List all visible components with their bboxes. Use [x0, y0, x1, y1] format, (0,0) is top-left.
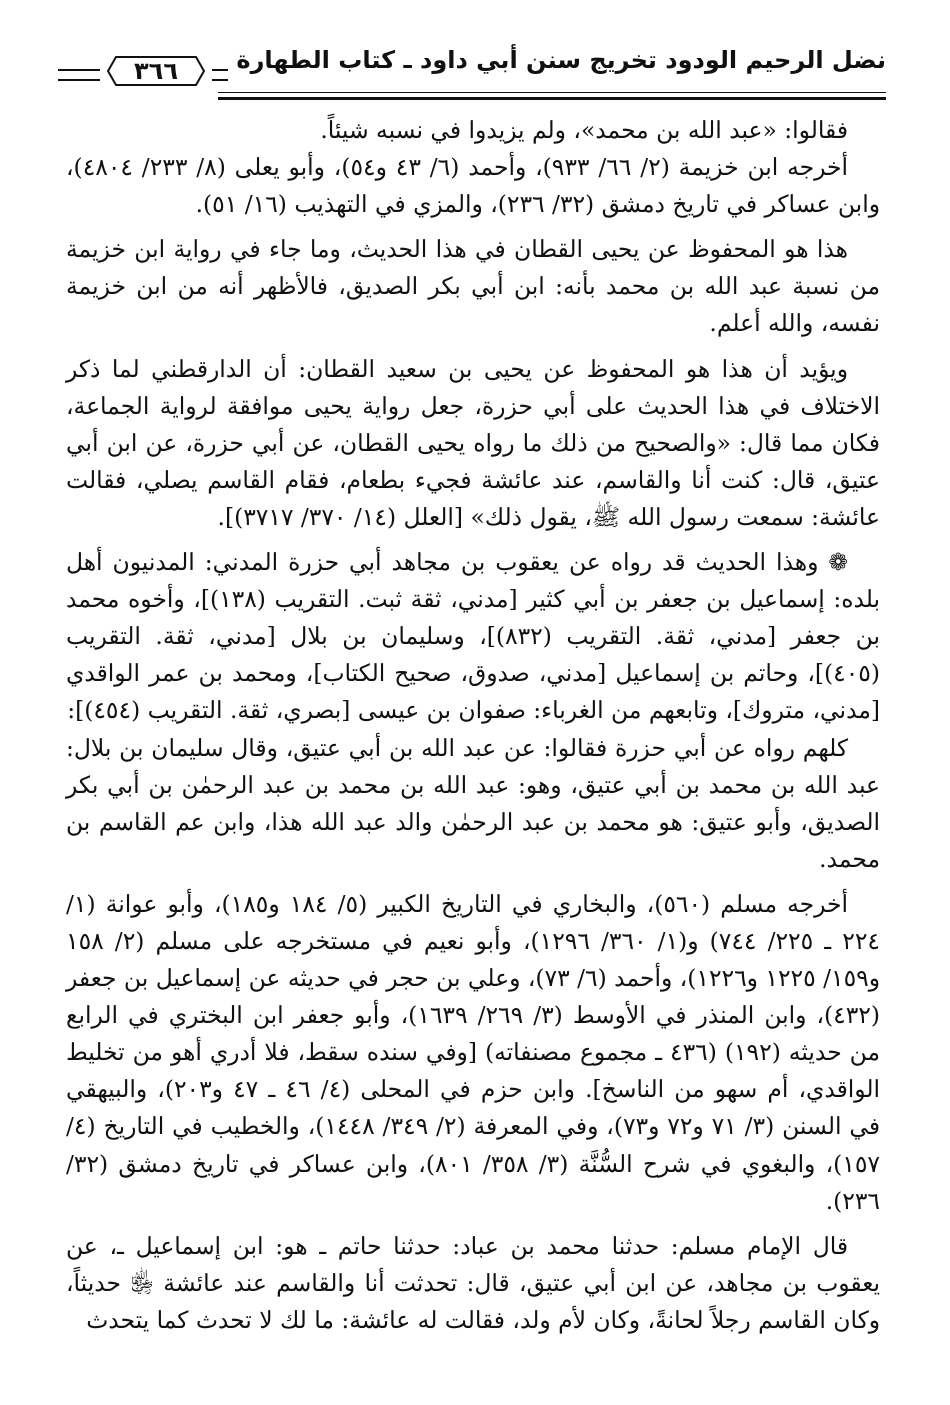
header-title: نضل الرحيم الودود تخريج سنن أبي داود ـ كتاب الطهارة — [236, 46, 886, 74]
paragraph: ويؤيد أن هذا هو المحفوظ عن يحيى بن سعيد القطان: أن الدارقطني لما ذكر الاختلاف في هذا الحديث على أبي حزرة، جعل رواية يحيى موافقة لرواية الجماعة، فكان مما قال: «والصحيح من ذلك ما رواه يحيى القطان، عن أبي حزرة، عن ابن أبي عتيق، قال: كنت أنا والقاسم، عند عائشة فجيء بطعام، فقام القاسم يصلي، فقالت عائشة: سمعت رسول الله ﷺ، يقول ذلك» [العلل (١٤/ ٣٧٠/ ٣٧١٧)]. — [66, 354, 880, 531]
body-text — [66, 112, 880, 1347]
paragraph: فقالوا: «عبد الله بن محمد»، ولم يزيدوا في نسبه شيئاً. — [320, 116, 848, 144]
paragraph: كلهم رواه عن أبي حزرة فقالوا: عن عبد الله بن أبي عتيق، وقال سليمان بن بلال: عبد الله بن محمد بن أبي عتيق، وهو: عبد الله بن محمد بن عبد الرحمٰن بن أبي بكر الصديق، وأبو عتيق: هو محمد بن عبد الرحمٰن والد عبد الله هذا، وابن عم القاسم بن محمد. — [66, 733, 880, 873]
paragraph: أخرجه مسلم (٥٦٠)، والبخاري في التاريخ الكبير (٥/ ١٨٤ و١٨٥)، وأبو عوانة (١/ ٢٢٤ ـ ٢٢٥/ ٧٤٤) و(١/ ٣٦٠/ ١٢٩٦)، وأبو نعيم في مستخرجه على مسلم (٢/ ١٥٨ و١٥٩/ ١٢٢٥ و١٢٢٦)، وأحمد (٦/ ٧٣)، وعلي بن حجر في حديثه عن إسماعيل بن جعفر (٤٣٢)، وابن المنذر في الأوسط (٣/ ٢٦٩/ ١٦٣٩)، وأبو جعفر ابن البختري في الرابع من حديثه (١٩٢) (٤٣٦ ـ مجموع مصنفاته) [وفي سنده سقط، فلا أدري أهو من تخليط الواقدي، أم سهو من الناسخ]. وابن حزم في المحلى (٤/ ٤٦ ـ ٤٧ و٢٠٣)، والبيهقي في السنن (٣/ ٧١ و٧٢ و٧٣)، وفي المعرفة (٢/ ٣٤٩/ ١٤٤٨)، والخطيب في التاريخ (٤/ ١٥٧)، والبغوي في شرح السُّنَّة (٣/ ٣٥٨/ ٨٠١)، وابن عساكر في تاريخ دمشق (٣٢/ ٢٣٦). — [66, 889, 881, 1215]
paragraph: ❁ وهذا الحديث قد رواه عن يعقوب بن مجاهد أبي حزرة المدني: المدنيون أهل بلده: إسماعيل بن جعفر بن أبي كثير [مدني، ثقة ثبت. التقريب (١٣٨)]، وأخوه محمد بن جعفر [مدني، ثقة. التقريب (٨٣٢)]، وسليمان بن بلال [مدني، ثقة. التقريب (٤٠٥)]، وحاتم بن إسماعيل [مدني، صدوق، صحيح الكتاب]، ومحمد بن عمر الواقدي [مدني، متروك]، وتابعهم من الغرباء: صفوان بن عيسى [بصري، ثقة. التقريب (٤٥٤)]: — [66, 548, 881, 725]
paragraph: قال الإمام مسلم: حدثنا محمد بن عباد: حدثنا حاتم ـ هو: ابن إسماعيل ـ، عن يعقوب بن مجاهد، عن ابن أبي عتيق، قال: تحدثت أنا والقاسم عند عائشة ﵂ حديثاً، وكان القاسم رجلاً لحانةً، وكان لأم ولد، فقالت له عائشة: ما لك لا تحدث كما يتحدث — [66, 1231, 880, 1334]
header-rule-thin — [218, 92, 886, 93]
paragraph: هذا هو المحفوظ عن يحيى القطان في هذا الحديث، وما جاء في رواية ابن خزيمة من نسبة عبد الله بن محمد بأنه: ابن أبي بكر الصديق، فالأظهر أنه من ابن خزيمة نفسه، والله أعلم. — [66, 235, 880, 338]
header-ornament-left — [58, 69, 100, 81]
header-rule-thick — [218, 97, 886, 100]
running-header — [58, 40, 886, 98]
header-ornament-right — [212, 69, 228, 81]
page-number: ٣٦٦ — [134, 57, 178, 85]
page-number-box — [106, 54, 206, 88]
paragraph: أخرجه ابن خزيمة (٢/ ٦٦/ ٩٣٣)، وأحمد (٦/ ٤٣ و٥٤)، وأبو يعلى (٨/ ٢٣٣/ ٤٨٠٤)، وابن عساكر في تاريخ دمشق (٣٢/ ٢٣٦)، والمزي في التهذيب (١٦/ ٥١). — [66, 153, 880, 219]
